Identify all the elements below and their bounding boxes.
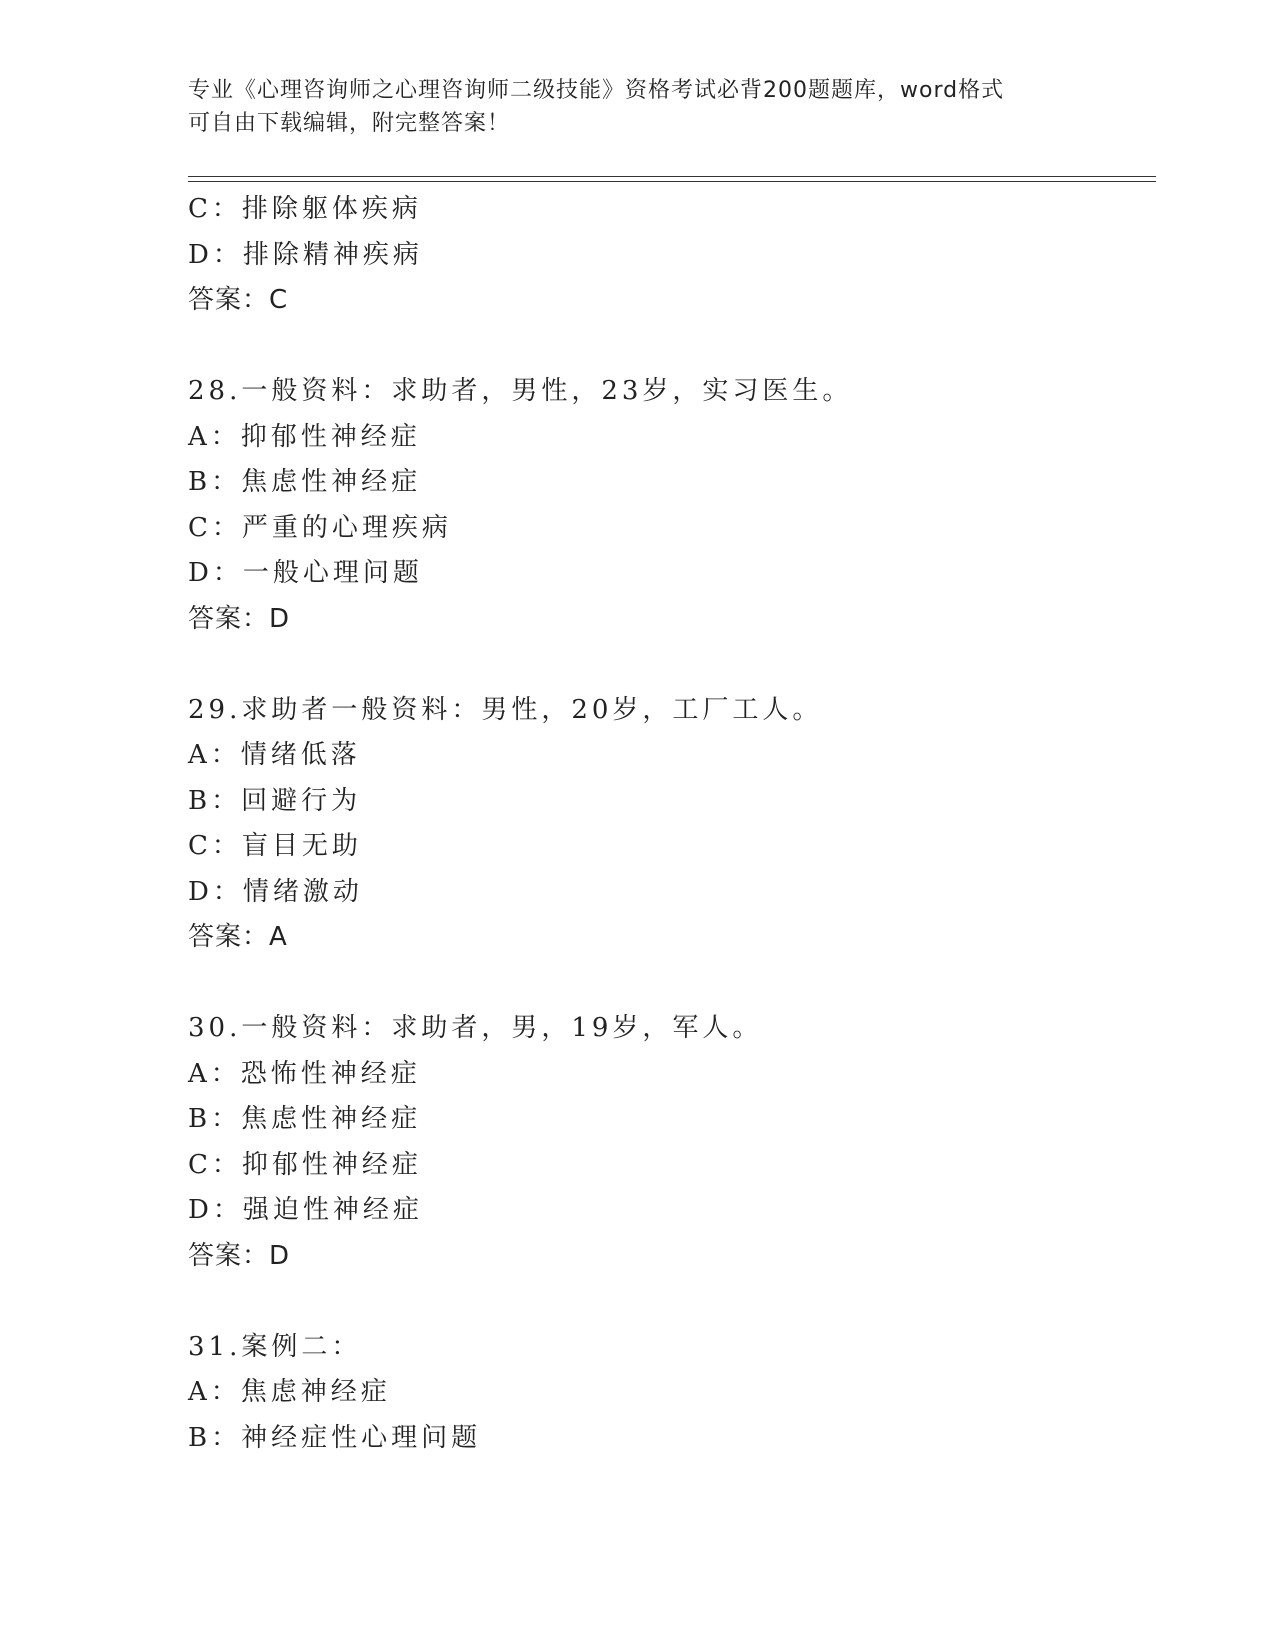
option-c: C：抑郁性神经症 — [188, 1149, 422, 1180]
question-text: 30.一般资料：求助者，男，19岁，军人。 — [188, 1013, 763, 1043]
option-b: B：焦虑性神经症 — [188, 1104, 422, 1134]
option-c: C：严重的心理疾病 — [188, 512, 452, 543]
header-title-line-1: 专业《心理咨询师之心理咨询师二级技能》资格考试必背200题题库，word格式 — [188, 78, 1005, 103]
option-a: A：抑郁性神经症 — [188, 421, 421, 452]
option-b: B：回避行为 — [188, 785, 362, 816]
question-text: 28.一般资料：求助者，男性，23岁，实习医生。 — [188, 376, 853, 406]
option-a: A：恐怖性神经症 — [188, 1058, 421, 1089]
option-c: C：盲目无助 — [188, 831, 362, 861]
question-31 — [188, 1325, 1148, 1462]
option-d: D：情绪激动 — [188, 876, 363, 907]
option-b: B：焦虑性神经症 — [188, 467, 422, 497]
option-b: B：神经症性心理问题 — [188, 1422, 482, 1453]
document-header — [188, 74, 1068, 140]
question-28 — [188, 369, 1148, 642]
option-a: A：情绪低落 — [188, 740, 361, 770]
header-divider-bottom — [188, 181, 1156, 182]
question-29 — [188, 688, 1148, 961]
answer-line: 答案：D — [188, 603, 291, 634]
option-a: A：焦虑神经症 — [188, 1377, 391, 1407]
answer-line: 答案：D — [188, 1240, 291, 1271]
question-list — [188, 187, 1148, 1461]
answer-line: 答案：A — [188, 922, 288, 952]
header-divider-top — [188, 176, 1156, 177]
question-text: 29.求助者一般资料：男性，20岁，工厂工人。 — [188, 694, 823, 725]
option-d: D：一般心理问题 — [188, 558, 423, 588]
option-d: D：强迫性神经症 — [188, 1195, 423, 1225]
header-title-line-2: 可自由下载编辑，附完整答案！ — [188, 111, 511, 136]
answer-line: 答案：C — [188, 285, 289, 315]
option-d: D：排除精神疾病 — [188, 239, 423, 270]
question-30 — [188, 1006, 1148, 1279]
question-text: 31.案例二： — [188, 1331, 362, 1362]
option-c: C：排除躯体疾病 — [188, 194, 422, 224]
